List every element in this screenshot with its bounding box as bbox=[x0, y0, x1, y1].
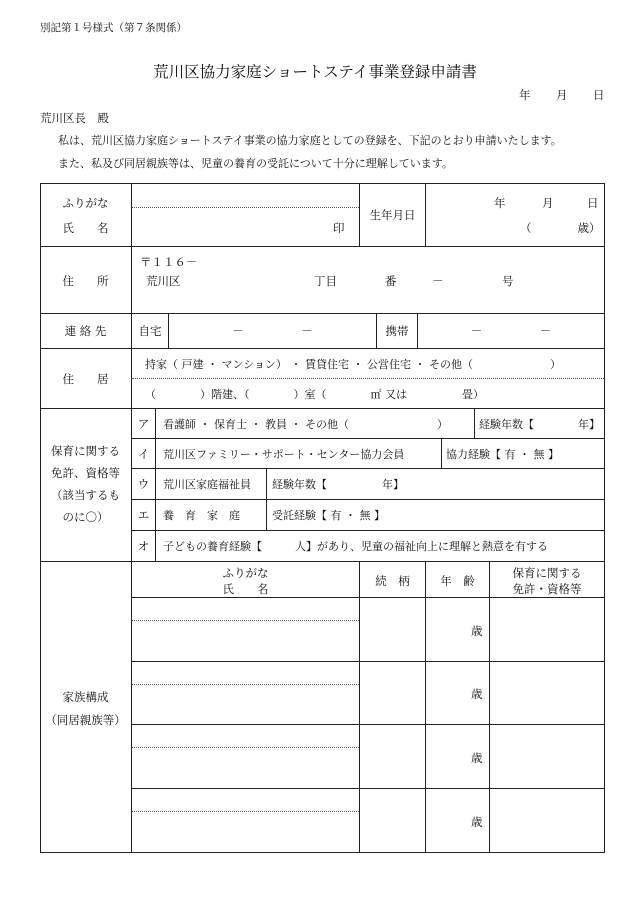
family-label-1: 家族構成 bbox=[62, 690, 109, 704]
family-name-input[interactable] bbox=[133, 663, 358, 722]
address-label: 住 所 bbox=[62, 274, 109, 288]
qualification-option[interactable]: 荒川区家庭福祉員 bbox=[163, 478, 251, 491]
residence-size-fields[interactable]: （ ）階建、（ ）室（ ㎡ 又は 畳） bbox=[145, 388, 484, 401]
name-label: 氏 名 bbox=[62, 221, 109, 235]
qualification-key: ウ bbox=[137, 477, 150, 491]
qualification-option[interactable]: 荒川区ファミリー・サポート・センター協力会員 bbox=[163, 448, 405, 461]
family-age-input[interactable] bbox=[427, 663, 467, 722]
birthdate-input[interactable] bbox=[427, 185, 603, 245]
furigana-label: ふりがな bbox=[62, 196, 109, 210]
qualifications-label-4: のに〇） bbox=[62, 510, 109, 524]
form-label: 別記第１号様式（第７条関係） bbox=[40, 22, 187, 34]
date-month: 月 bbox=[556, 88, 568, 102]
family-col-qual-1: 保育に関する bbox=[512, 566, 582, 580]
qualifications-label-1: 保育に関する bbox=[51, 444, 120, 458]
qualifications-label-3: （該当するも bbox=[51, 488, 120, 502]
age-unit: 歳 bbox=[471, 624, 483, 638]
address-go: 号 bbox=[502, 274, 514, 288]
furigana-input[interactable] bbox=[133, 185, 357, 205]
intro-line-1: 私は、荒川区協力家庭ショートステイ事業の協力家庭としての登録を、下記のとおり申請いたします。 bbox=[58, 134, 562, 147]
seal-mark: 印 bbox=[333, 221, 345, 235]
age-unit: 歳 bbox=[471, 815, 483, 829]
addressee: 荒川区長 殿 bbox=[40, 111, 109, 125]
birth-month: 月 bbox=[542, 196, 554, 210]
qualification-option[interactable]: 看護師 ・ 保育士 ・ 教員 ・ その他（ ） bbox=[163, 418, 448, 431]
qualification-extra[interactable]: 経験年数【 年】 bbox=[479, 418, 600, 431]
page-title: 荒川区協力家庭ショートステイ事業登録申請書 bbox=[153, 63, 477, 81]
address-ban: 番 bbox=[385, 274, 397, 288]
family-col-name: 氏 名 bbox=[222, 582, 269, 596]
family-name-input[interactable] bbox=[133, 599, 358, 659]
birth-year: 年 bbox=[494, 196, 506, 210]
residence-type-options[interactable]: 持家（ 戸建 ・ マンション） ・ 賃貸住宅 ・ 公営住宅 ・ その他（ ） bbox=[145, 358, 561, 371]
family-age-input[interactable] bbox=[427, 726, 467, 786]
qualification-key: エ bbox=[137, 508, 150, 522]
family-relation-input[interactable] bbox=[361, 663, 424, 722]
family-qual-input[interactable] bbox=[491, 726, 603, 786]
family-age-input[interactable] bbox=[427, 790, 467, 850]
age-field: （ 歳） bbox=[520, 221, 601, 235]
family-relation-input[interactable] bbox=[361, 790, 424, 850]
family-qual-input[interactable] bbox=[491, 790, 603, 850]
family-label-2: （同居親族等） bbox=[45, 713, 126, 727]
family-qual-input[interactable] bbox=[491, 663, 603, 722]
birth-day: 日 bbox=[587, 196, 599, 210]
birthdate-label: 生年月日 bbox=[369, 208, 416, 222]
family-col-relation: 続 柄 bbox=[375, 574, 410, 588]
qualification-key: ア bbox=[137, 417, 150, 431]
qualifications-label-2: 免許、資格等 bbox=[51, 466, 120, 480]
address-city: 荒川区 bbox=[146, 274, 181, 288]
address-chome: 丁目 bbox=[314, 274, 337, 288]
family-age-input[interactable] bbox=[427, 599, 467, 659]
mobile-phone-label: 携帯 bbox=[385, 324, 409, 338]
qualification-option[interactable]: 子どもの養育経験【 人】があり、児童の福祉向上に理解と熱意を有する bbox=[163, 540, 548, 553]
name-input[interactable] bbox=[133, 209, 328, 244]
age-unit: 歳 bbox=[471, 687, 483, 701]
family-relation-input[interactable] bbox=[361, 726, 424, 786]
qualification-extra[interactable]: 受託経験【 有 ・ 無 】 bbox=[272, 509, 385, 522]
mobile-phone-input[interactable]: － － bbox=[470, 324, 552, 338]
date-day: 日 bbox=[593, 88, 605, 102]
postal-code: 〒１１６－ bbox=[140, 255, 198, 269]
residence-label: 住 居 bbox=[62, 372, 109, 386]
family-qual-input[interactable] bbox=[491, 599, 603, 659]
qualification-extra[interactable]: 協力経験【 有 ・ 無 】 bbox=[446, 448, 559, 461]
family-col-qual-2: 免許・資格等 bbox=[512, 582, 582, 596]
family-name-input[interactable] bbox=[133, 726, 358, 786]
family-col-furigana: ふりがな bbox=[222, 566, 269, 580]
home-phone-label: 自宅 bbox=[138, 324, 162, 338]
family-col-age: 年 齢 bbox=[440, 574, 475, 588]
address-dash: － bbox=[432, 274, 444, 288]
qualification-key: イ bbox=[137, 447, 150, 461]
contact-label: 連 絡 先 bbox=[64, 324, 107, 338]
qualification-key: オ bbox=[137, 539, 150, 553]
intro-line-2: また、私及び同居親族等は、児童の養育の受託について十分に理解しています。 bbox=[58, 157, 453, 170]
qualification-extra[interactable]: 経験年数【 年】 bbox=[272, 478, 404, 491]
family-relation-input[interactable] bbox=[361, 599, 424, 659]
address-input[interactable] bbox=[133, 248, 603, 311]
home-phone-input[interactable]: － － bbox=[232, 324, 313, 338]
family-name-input[interactable] bbox=[133, 790, 358, 850]
qualification-option[interactable]: 養 育 家 庭 bbox=[163, 509, 240, 522]
date-year: 年 bbox=[519, 88, 531, 102]
age-unit: 歳 bbox=[471, 751, 483, 765]
